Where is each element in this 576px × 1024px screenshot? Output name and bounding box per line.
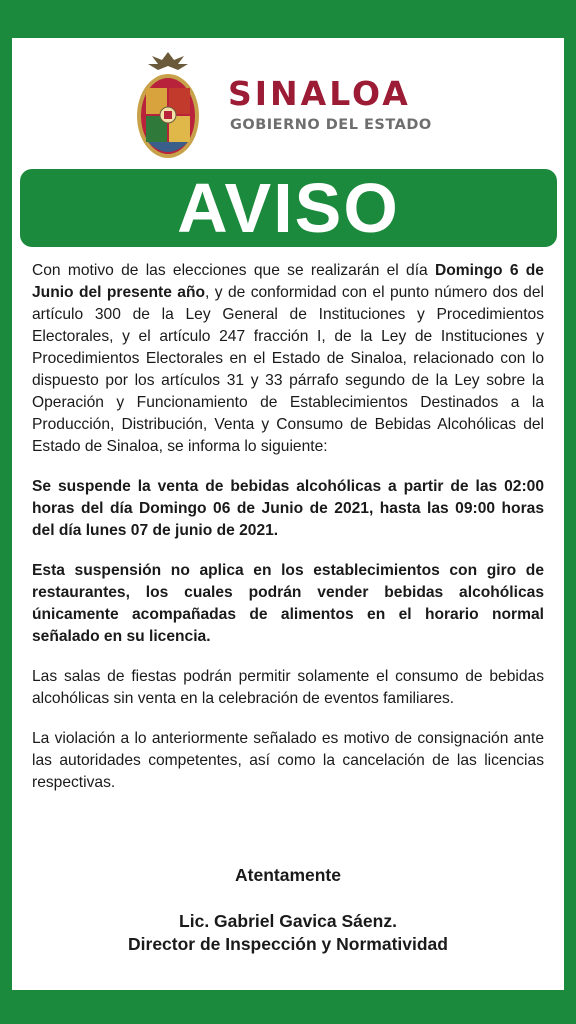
sinaloa-coat-of-arms-icon (134, 50, 202, 162)
brand (228, 76, 432, 133)
header (12, 46, 564, 164)
banner-title: AVISO (177, 169, 400, 247)
notice-sheet (12, 38, 564, 990)
intro-text: Con motivo de las elecciones que se realizarán el día (32, 262, 435, 279)
signer-name: Lic. Gabriel Gavica Sáenz. (179, 911, 397, 931)
brand-subtitle: GOBIERNO DEL ESTADO (230, 117, 432, 133)
notice-body (32, 260, 544, 812)
intro-rest: , y de conformidad con el punto número dos del artículo 300 de la Ley General de Instituciones y Procedimientos Electorales, y el artículo 247 fracción I, de la Ley de Instituciones y Procedimientos Electorales en el Estado de Sinaloa, relacionado con lo dispuesto por los artículos 31 y 33 párrafo segundo de la Ley sobre la Operación y Funcionamiento de Establecimientos Destinados a la Producción, Distribución, Venta y Consumo de Bebidas Alcohólicas del Estado de Sinaloa, se informa lo siguiente: (32, 284, 544, 455)
brand-name: SINALOA (228, 74, 411, 113)
paragraph-intro (32, 260, 544, 458)
paragraph-salas: Las salas de fiestas podrán permitir solamente el consumo de bebidas alcohólicas sin venta en la celebración de eventos familiares. (32, 668, 544, 707)
paragraph-violation: La violación a lo anteriormente señalado es motivo de consignación ante las autoridades competentes, así como la cancelación de las licencias respectivas. (32, 730, 544, 791)
aviso-banner (20, 169, 557, 247)
paragraph-suspension: Se suspende la venta de bebidas alcohólicas a partir de las 02:00 horas del día Domingo 06 de Junio de 2021, hasta las 09:00 horas del día lunes 07 de junio de 2021. (32, 478, 544, 539)
closing-text: Atentamente (235, 865, 341, 885)
intro-date: Domingo 6 de Junio del presente año (32, 262, 544, 301)
signer-title: Director de Inspección y Normatividad (128, 934, 448, 954)
paragraph-exception: Esta suspensión no aplica en los establecimientos con giro de restaurantes, los cuales podrán vender bebidas alcohólicas únicamente acompañadas de alimentos en el horario normal señalado en su licencia. (32, 562, 544, 645)
